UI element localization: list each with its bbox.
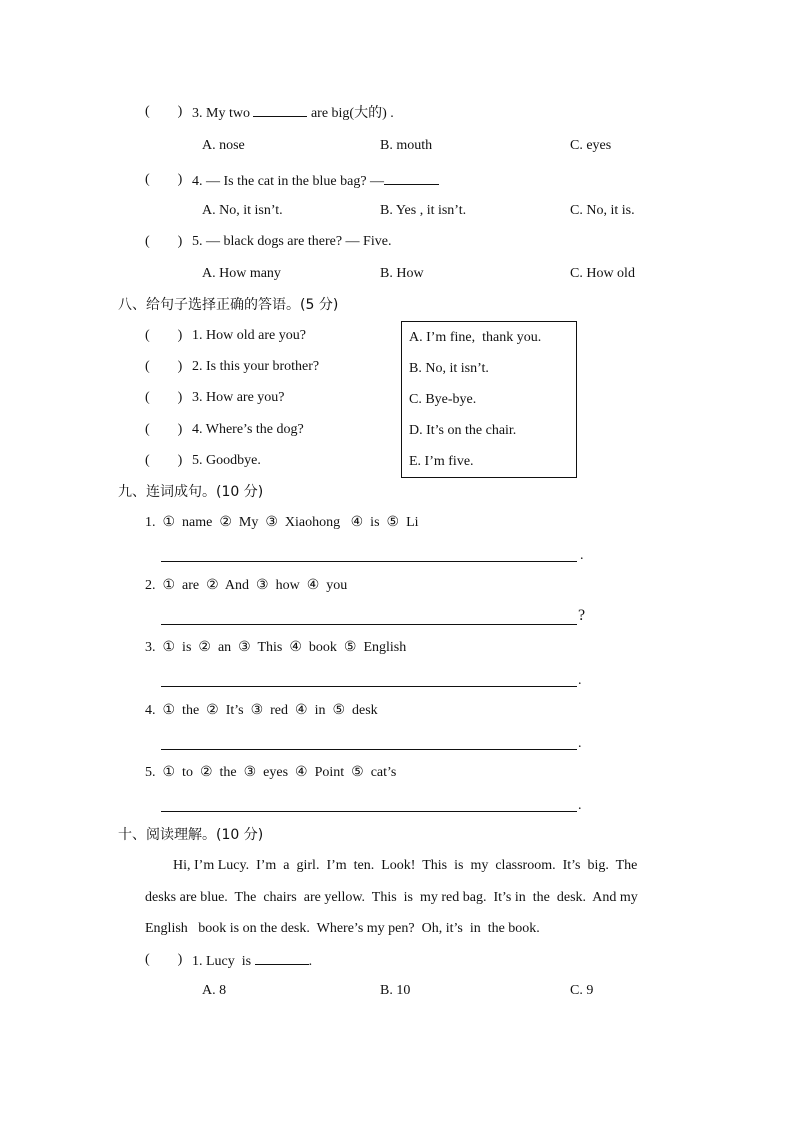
answer-bracket[interactable]: ( ) (145, 328, 183, 343)
answer-choice-d: D. It’s on the chair. (409, 423, 517, 438)
answer-bracket[interactable]: ( ) (145, 104, 183, 119)
question-text: 4. Where’s the dog? (192, 422, 304, 437)
option-c: C. How old (570, 266, 635, 281)
answer-bracket[interactable]: ( ) (145, 390, 183, 405)
stem-text: 3. My two (192, 106, 254, 121)
passage-line-3: English book is on the desk. Where’s my pen? Oh, it’s in the book. (145, 921, 540, 936)
section-10-title: 十、阅读理解。(10 分) (118, 827, 264, 843)
fill-blank[interactable] (255, 951, 309, 965)
answer-choice-a: A. I’m fine, thank you. (409, 330, 542, 345)
question-stem (192, 951, 312, 971)
question-text: 2. Is this your brother? (192, 359, 320, 374)
answer-bracket[interactable]: ( ) (145, 952, 183, 967)
option-a: A. nose (202, 138, 245, 153)
answer-bracket[interactable]: ( ) (145, 172, 183, 187)
passage-line-1: Hi, I’m Lucy. I’m a girl. I’m ten. Look! This is my classroom. It’s big. The (173, 858, 638, 873)
option-b: B. 10 (380, 983, 411, 998)
question-stem (192, 103, 394, 123)
sentence-end-punct: . (580, 548, 584, 563)
answer-line[interactable] (161, 749, 577, 750)
option-a: A. No, it isn’t. (202, 203, 283, 218)
question-text: 1. How old are you? (192, 328, 306, 343)
stem-chinese: 大的 (354, 105, 383, 121)
answer-choice-b: B. No, it isn’t. (409, 361, 489, 376)
question-text: 5. Goodbye. (192, 453, 261, 468)
question-text: 3. How are you? (192, 390, 285, 405)
option-a: A. How many (202, 266, 281, 281)
answer-line[interactable] (161, 624, 577, 625)
answer-bracket[interactable]: ( ) (145, 234, 183, 249)
option-c: C. eyes (570, 138, 612, 153)
option-b: B. mouth (380, 138, 433, 153)
section-9-title: 九、连词成句。(10 分) (118, 484, 264, 500)
fill-blank[interactable] (384, 171, 439, 185)
option-c: C. 9 (570, 983, 594, 998)
option-a: A. 8 (202, 983, 227, 998)
answer-choice-c: C. Bye-bye. (409, 392, 477, 407)
question-stem (192, 171, 439, 191)
answer-line[interactable] (161, 686, 577, 687)
word-list: 3. ① is ② an ③ This ④ book ⑤ English (145, 640, 407, 655)
word-list: 1. ① name ② My ③ Xiaohong ④ is ⑤ Li (145, 515, 419, 530)
sentence-end-punct: . (578, 673, 582, 688)
sentence-end-punct: . (578, 798, 582, 813)
option-c: C. No, it is. (570, 203, 635, 218)
answer-line[interactable] (161, 811, 577, 812)
sentence-end-punct: . (578, 736, 582, 751)
section-8-title: 八、给句子选择正确的答语。(5 分) (118, 297, 339, 313)
stem-text-after: are big( (307, 106, 355, 121)
answer-bracket[interactable]: ( ) (145, 453, 183, 468)
passage-line-2: desks are blue. The chairs are yellow. This is my red bag. It’s in the desk. And my (145, 890, 638, 905)
option-b: B. How (380, 266, 424, 281)
answer-line[interactable] (161, 561, 577, 562)
question-stem: 5. — black dogs are there? — Five. (192, 234, 392, 249)
answer-bracket[interactable]: ( ) (145, 422, 183, 437)
option-b: B. Yes , it isn’t. (380, 203, 467, 218)
word-list: 5. ① to ② the ③ eyes ④ Point ⑤ cat’s (145, 765, 397, 780)
stem-end: ) . (382, 106, 394, 121)
stem-end: . (308, 954, 313, 969)
stem-text: 4. — Is the cat in the blue bag? — (192, 174, 385, 189)
word-list: 4. ① the ② It’s ③ red ④ in ⑤ desk (145, 703, 378, 718)
stem-text: 1. Lucy is (192, 954, 255, 969)
answer-bracket[interactable]: ( ) (145, 359, 183, 374)
answer-choice-e: E. I’m five. (409, 454, 474, 469)
sentence-end-punct: ? (578, 607, 586, 624)
fill-blank[interactable] (253, 103, 307, 117)
word-list: 2. ① are ② And ③ how ④ you (145, 578, 348, 593)
